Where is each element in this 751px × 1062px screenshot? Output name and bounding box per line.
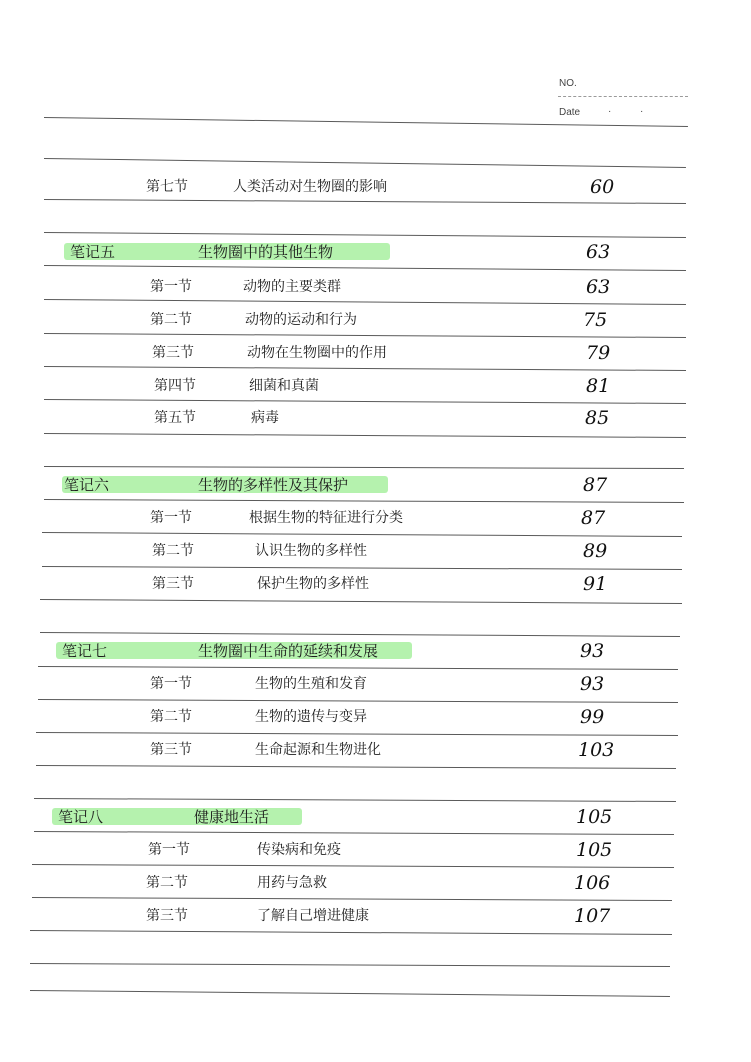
section-title: 根据生物的特征进行分类 bbox=[249, 510, 403, 526]
section-title: 了解自己增进健康 bbox=[257, 908, 369, 924]
section-label: 第七节 bbox=[146, 179, 188, 195]
ruled-line bbox=[44, 366, 686, 371]
section-label: 第三节 bbox=[146, 908, 188, 924]
section-title: 动物的主要类群 bbox=[243, 279, 341, 295]
section-label: 第五节 bbox=[154, 410, 196, 426]
section-title: 认识生物的多样性 bbox=[255, 543, 367, 559]
ruled-line bbox=[44, 299, 686, 305]
date-dot: · bbox=[640, 106, 644, 117]
page-number: 87 bbox=[583, 474, 608, 496]
section-label: 第一节 bbox=[148, 842, 190, 858]
no-dotted-line bbox=[558, 96, 688, 97]
ruled-line bbox=[32, 864, 674, 868]
section-title: 病毒 bbox=[251, 410, 279, 426]
ruled-line bbox=[36, 765, 676, 769]
ruled-line bbox=[36, 732, 678, 736]
ruled-line bbox=[44, 117, 688, 127]
chapter-label: 笔记五 bbox=[70, 243, 116, 261]
page-number: 105 bbox=[576, 839, 613, 861]
section-label: 第二节 bbox=[146, 875, 188, 891]
date-dot: · bbox=[608, 106, 612, 117]
page-number: 87 bbox=[581, 507, 606, 529]
section-title: 传染病和免疫 bbox=[257, 842, 341, 858]
page-number: 106 bbox=[574, 872, 611, 894]
section-label: 第二节 bbox=[152, 543, 194, 559]
ruled-line bbox=[44, 466, 684, 469]
section-title: 保护生物的多样性 bbox=[257, 576, 369, 592]
no-label: NO. bbox=[559, 78, 577, 89]
ruled-line bbox=[44, 199, 686, 204]
ruled-line bbox=[44, 399, 686, 404]
page-number: 105 bbox=[576, 806, 613, 828]
page-number: 75 bbox=[583, 309, 608, 331]
ruled-line bbox=[44, 232, 686, 238]
section-title: 动物的运动和行为 bbox=[245, 312, 357, 328]
section-title: 细菌和真菌 bbox=[249, 378, 319, 394]
section-title: 生命起源和生物进化 bbox=[255, 742, 381, 758]
ruled-line bbox=[30, 990, 670, 997]
page-number: 81 bbox=[586, 375, 611, 397]
page-number: 63 bbox=[586, 241, 611, 263]
page-number: 60 bbox=[590, 176, 615, 198]
ruled-line bbox=[42, 566, 682, 570]
section-label: 第一节 bbox=[150, 279, 192, 295]
chapter-label: 笔记六 bbox=[64, 476, 110, 494]
section-title: 生物的遗传与变异 bbox=[255, 709, 367, 725]
page-number: 79 bbox=[586, 342, 611, 364]
section-title: 动物在生物圈中的作用 bbox=[247, 345, 387, 361]
ruled-line bbox=[44, 265, 686, 271]
page-number: 93 bbox=[580, 673, 605, 695]
section-title: 生物的生殖和发育 bbox=[255, 676, 367, 692]
chapter-title: 生物的多样性及其保护 bbox=[198, 476, 349, 494]
page-number: 107 bbox=[574, 905, 611, 927]
ruled-line bbox=[44, 158, 686, 168]
ruled-line bbox=[44, 333, 686, 338]
section-label: 第二节 bbox=[150, 709, 192, 725]
ruled-line bbox=[40, 632, 680, 637]
chapter-title: 生物圈中生命的延续和发展 bbox=[198, 642, 379, 660]
ruled-line bbox=[32, 897, 672, 901]
section-label: 第一节 bbox=[150, 510, 192, 526]
date-label: Date bbox=[559, 107, 581, 118]
page-number: 89 bbox=[583, 540, 608, 562]
section-title: 人类活动对生物圈的影响 bbox=[233, 179, 387, 195]
ruled-line bbox=[38, 699, 678, 703]
chapter-title: 生物圈中的其他生物 bbox=[198, 243, 334, 261]
section-label: 第一节 bbox=[150, 676, 192, 692]
ruled-line bbox=[44, 433, 686, 438]
section-label: 第二节 bbox=[150, 312, 192, 328]
chapter-label: 笔记七 bbox=[62, 642, 108, 660]
ruled-line bbox=[38, 666, 678, 670]
page-number: 93 bbox=[580, 640, 605, 662]
ruled-line bbox=[34, 831, 674, 835]
ruled-line bbox=[42, 532, 682, 537]
chapter-title: 健康地生活 bbox=[194, 808, 270, 826]
page-number: 99 bbox=[580, 706, 605, 728]
page-number: 63 bbox=[586, 276, 611, 298]
ruled-line bbox=[34, 798, 676, 802]
section-label: 第三节 bbox=[152, 345, 194, 361]
ruled-line bbox=[30, 963, 670, 967]
page-number: 85 bbox=[585, 407, 610, 429]
section-label: 第三节 bbox=[150, 742, 192, 758]
page-number: 91 bbox=[583, 573, 608, 595]
section-title: 用药与急救 bbox=[257, 875, 327, 891]
section-label: 第四节 bbox=[154, 378, 196, 394]
section-label: 第三节 bbox=[152, 576, 194, 592]
page-number: 103 bbox=[578, 739, 615, 761]
chapter-label: 笔记八 bbox=[58, 808, 104, 826]
ruled-line bbox=[44, 499, 684, 503]
ruled-line bbox=[40, 599, 682, 604]
ruled-line bbox=[30, 930, 672, 935]
